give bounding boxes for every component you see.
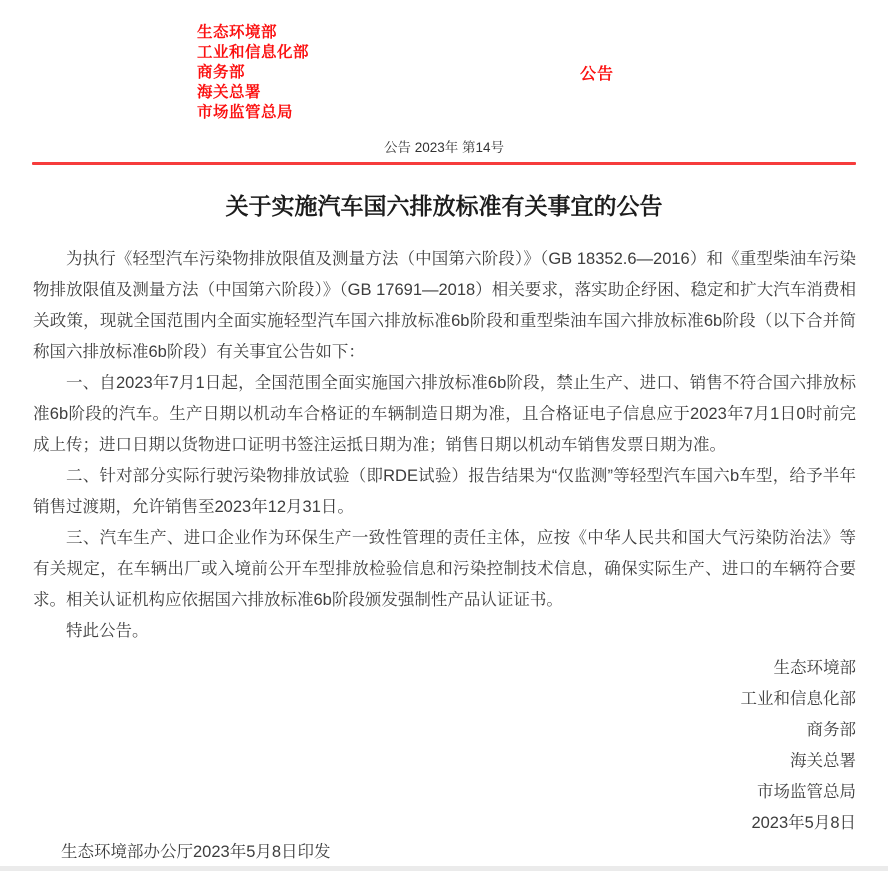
paragraph-item-3: 三、汽车生产、进口企业作为环保生产一致性管理的责任主体，应按《中华人民共和国大气污染防治法》等有关规定，在车辆出厂或入境前公开车型排放检验信息和污染控制技术信息，确保实际生产、进口的车辆符合要求。相关认证机构应依据国六排放标准6b阶段颁发强制性产品认证证书。: [33, 529, 856, 609]
closing-statement: 特此公告。: [66, 622, 149, 640]
signature-date: 2023年5月8日: [751, 814, 856, 832]
page-bottom-edge: [0, 866, 888, 871]
issuer-line: 工业和信息化部: [197, 44, 310, 61]
document-body: [33, 244, 856, 839]
issuer-line: 市场监管总局: [197, 104, 294, 121]
signature-agency: 商务部: [806, 721, 856, 739]
signature-agency: 海关总署: [790, 752, 856, 770]
signature-agency: 市场监管总局: [757, 783, 856, 801]
issuer-line: 生态环境部: [197, 24, 278, 41]
document-title: 关于实施汽车国六排放标准有关事宜的公告: [225, 193, 663, 219]
signature-block: [33, 653, 856, 839]
signature-agency: 工业和信息化部: [740, 690, 856, 708]
issuer-line: 海关总署: [197, 84, 262, 101]
document-number: 公告 2023年 第14号: [383, 140, 505, 155]
signature-agency: 生态环境部: [773, 659, 856, 677]
issuing-agencies-list: [197, 23, 309, 123]
print-issuance-note: 生态环境部办公厅2023年5月8日印发: [61, 843, 331, 861]
announcement-label: 公告: [580, 66, 615, 83]
paragraph-item-2: 二、针对部分实际行驶污染物排放试验（即RDE试验）报告结果为“仅监测”等轻型汽车国六b车型，给予半年销售过渡期，允许销售至2023年12月31日。: [33, 467, 856, 516]
issuer-line: 商务部: [197, 64, 246, 81]
header-divider-rule: [32, 162, 856, 165]
paragraph-item-1: 一、自2023年7月1日起，全国范围全面实施国六排放标准6b阶段，禁止生产、进口、销售不符合国六排放标准6b阶段的汽车。生产日期以机动车合格证的车辆制造日期为准，且合格证电子信息应于2023年7月1日0时前完成上传；进口日期以货物进口证明书签注运抵日期为准；销售日期以机动车销售发票日期为准。: [33, 374, 856, 454]
paragraph-intro: 为执行《轻型汽车污染物排放限值及测量方法（中国第六阶段）》（GB 18352.6—2016）和《重型柴油车污染物排放限值及测量方法（中国第六阶段）》（GB 17691—2018）相关要求，落实助企纾困、稳定和扩大汽车消费相关政策，现就全国范围内全面实施轻型汽车国六排放标准6b阶段和重型柴油车国六排放标准6b阶段（以下合并简称国六排放标准6b阶段）有关事宜公告如下：: [33, 250, 856, 361]
